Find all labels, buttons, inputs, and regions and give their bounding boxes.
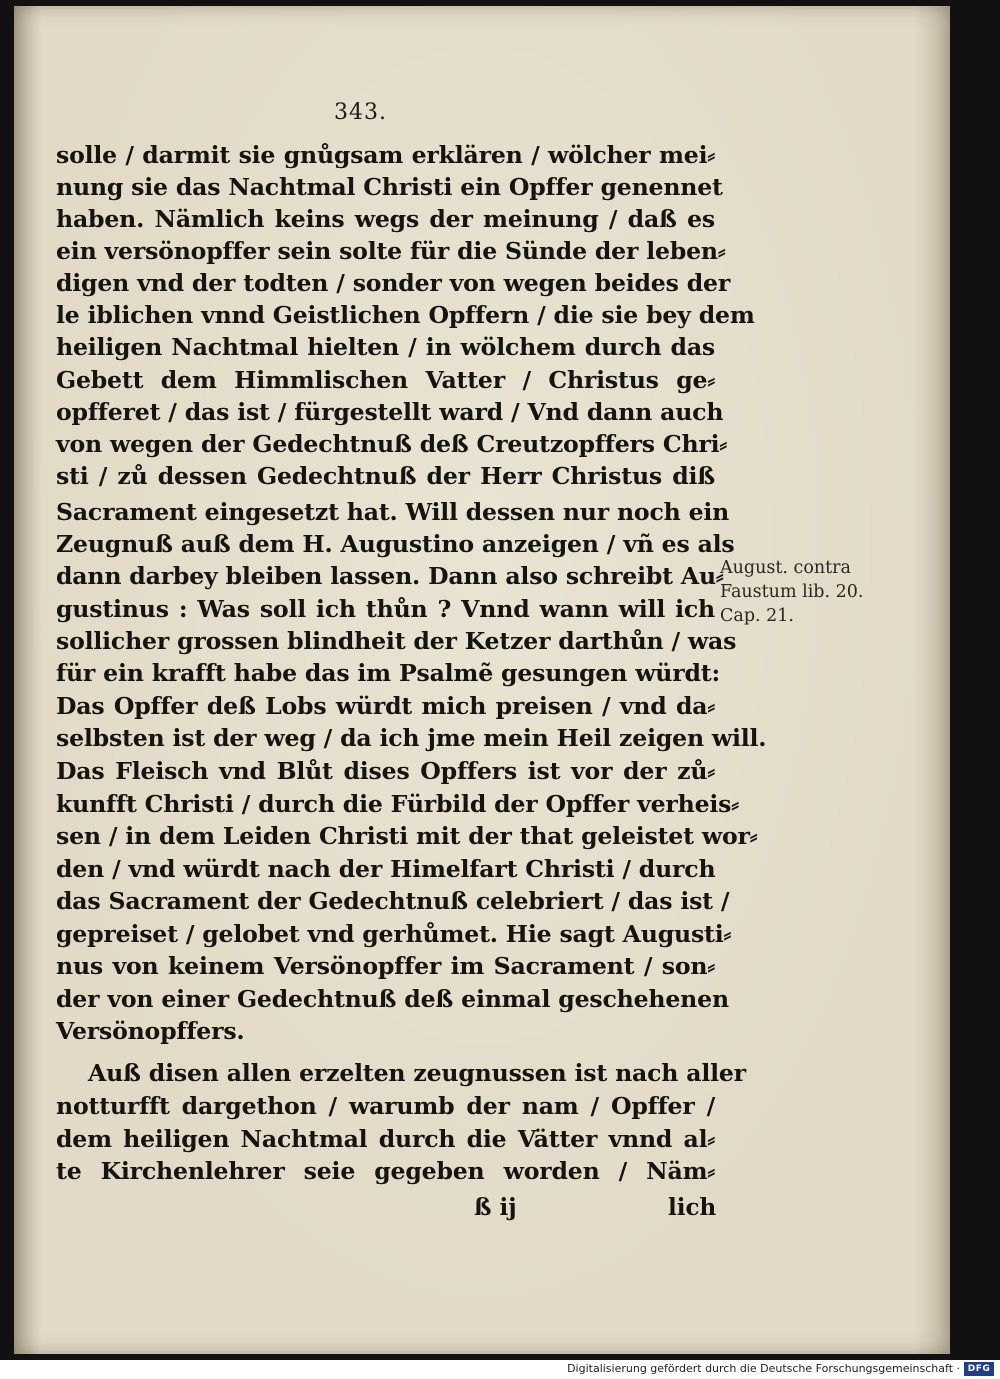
- text-line: nung sie das Nachtmal Christi ein Opffer genennet: [56, 173, 723, 201]
- text-line: Auß disen allen erzelten zeugnussen ist nach aller: [88, 1059, 746, 1087]
- text-line: notturfft dargethon / warumb der nam / Opffer /: [56, 1092, 715, 1120]
- text-line: sti / zů dessen Gedechtnuß der Herr Christus diß: [56, 462, 715, 490]
- text-line: Versönopffers.: [56, 1017, 245, 1045]
- text-line: Gebett dem Himmlischen Vatter / Christus ge⸗: [56, 366, 715, 394]
- text-line: das Sacrament der Gedechtnuß celebriert / das ist /: [56, 887, 730, 915]
- footer-credit: Digitalisierung gefördert durch die Deutsche Forschungsgemeinschaft ·: [567, 1362, 960, 1375]
- margin-note-line: Cap. 21.: [720, 606, 794, 626]
- text-line: Das Opffer deß Lobs würdt mich preisen / vnd da⸗: [56, 692, 715, 720]
- page-number: 343.: [334, 100, 387, 125]
- text-line: Sacrament eingesetzt hat. Will dessen nur noch ein: [56, 498, 730, 526]
- text-line: für ein krafft habe das im Psalmẽ gesungen würdt:: [56, 659, 720, 687]
- text-line: sollicher grossen blindheit der Ketzer darthůn / was: [56, 627, 737, 655]
- text-line: Zeugnuß auß dem H. Augustino anzeigen / vñ es als: [56, 530, 735, 558]
- margin-note-line: Faustum lib. 20.: [720, 582, 864, 602]
- text-line: te Kirchenlehrer seie gegeben worden / Näm⸗: [56, 1157, 715, 1185]
- text-line: gustinus : Was soll ich thůn ? Vnnd wann will ich: [56, 595, 715, 623]
- text-line: von wegen der Gedechtnuß deß Creutzopffers Chri⸗: [56, 430, 728, 458]
- text-line: digen vnd der todten / sonder von wegen beides der: [56, 269, 731, 297]
- text-line: le iblichen vnnd Geistlichen Opffern / die sie bey dem: [56, 301, 755, 329]
- text-line: heiligen Nachtmal hielten / in wölchem durch das: [56, 333, 715, 361]
- text-line: sen / in dem Leiden Christi mit der that geleistet wor⸗: [56, 822, 758, 850]
- margin-note-line: August. contra: [720, 558, 851, 578]
- text-line: den / vnd würdt nach der Himelfart Christi / durch: [56, 855, 716, 883]
- text-line: dem heiligen Nachtmal durch die Vätter vnnd al⸗: [56, 1125, 715, 1153]
- text-line: solle / darmit sie gnůgsam erklären / wölcher mei⸗: [56, 141, 715, 169]
- text-line: nus von keinem Versönopffer im Sacrament / son⸗: [56, 952, 715, 980]
- text-line: ein versönopffer sein solte für die Sünde der leben⸗: [56, 237, 726, 265]
- text-line: der von einer Gedechtnuß deß einmal geschehenen: [56, 985, 729, 1013]
- text-line: dann darbey bleiben lassen. Dann also schreibt Au⸗: [56, 562, 724, 590]
- dfg-logo: DFG: [964, 1362, 994, 1376]
- text-line: selbsten ist der weg / da ich jme mein Heil zeigen will.: [56, 724, 767, 752]
- text-line: gepreiset / gelobet vnd gerhůmet. Hie sagt Augusti⸗: [56, 920, 732, 948]
- text-line: Das Fleisch vnd Blůt dises Opffers ist vor der zů⸗: [56, 757, 715, 785]
- catchword: lich: [668, 1194, 717, 1221]
- margin-note: [720, 556, 890, 628]
- text-line: haben. Nämlich keins wegs der meinung / daß es: [56, 205, 715, 233]
- text-line: opfferet / das ist / fürgestellt ward / Vnd dann auch: [56, 398, 724, 426]
- text-line: kunfft Christi / durch die Fürbild der Opffer verheis⸗: [56, 790, 739, 818]
- signature-mark: ß ij: [474, 1194, 517, 1221]
